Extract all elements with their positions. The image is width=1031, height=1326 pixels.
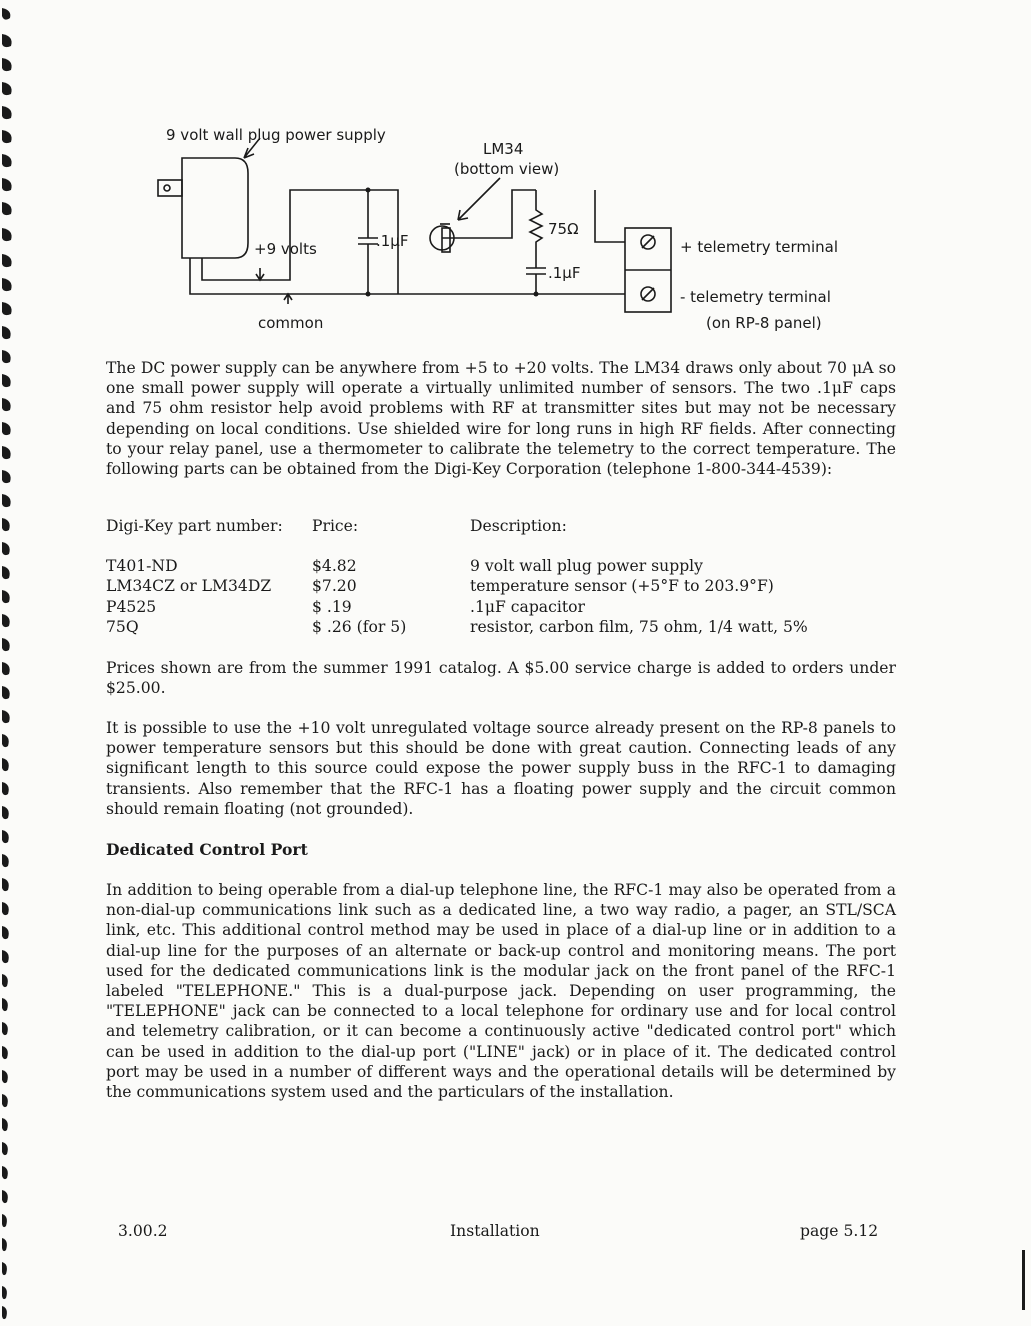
cell-price: $ .26 (for 5) [312, 617, 407, 636]
label-plus-terminal: + telemetry terminal [680, 238, 839, 256]
label-minus-terminal: - telemetry terminal [680, 288, 831, 306]
table-header [106, 516, 896, 536]
label-cap2: .1μF [548, 264, 581, 282]
cell-price: $ .19 [312, 597, 352, 616]
paragraph-dedicated-port: In addition to being operable from a dial-up telephone line, the RFC-1 may also be operated from a non-dial-up communications link such as a dedicated line, a two way radio, a pager, an STL/SCA link, etc. This additional control method may be used in place of a dial-up line or in addition to a dial-up line for the purposes of an alternate or back-up control and monitoring means. The port used for the dedicated communications link is the modular jack on the front panel of the RFC-1 labeled "TELEPHONE." This is a dual-purpose jack. Depending on user programming, the "TELEPHONE" jack can be connected to a local telephone for ordinary use and for local control and telemetry calibration, or it can become a continuously active "dedicated control port" which can be used in addition to the dial-up port ("LINE" jack) or in place of it. The dedicated control port may be used in a number of different ways and the operational details will be determined by the communications system used and the particulars of the installation. [106, 881, 896, 1102]
footer-version: 3.00.2 [118, 1222, 168, 1240]
power-supply-body [182, 158, 248, 258]
paragraph-prices: Prices shown are from the summer 1991 catalog. A $5.00 service charge is added to orders under $25.00. [106, 659, 896, 698]
parts-table [106, 516, 896, 637]
section-heading: Dedicated Control Port [106, 840, 308, 859]
cell-part: P4525 [106, 597, 157, 616]
cell-description: resistor, carbon film, 75 ohm, 1/4 watt, 5% [470, 617, 808, 636]
cell-description: .1μF capacitor [470, 597, 585, 616]
footer-section: Installation [450, 1222, 540, 1240]
paragraph-caution: It is possible to use the +10 volt unregulated voltage source already present on the RP-8 panels to power temperature sensors but this should be done with great caution. Connecting leads of any significant length to this source could expose the power supply buss in the RFC-1 to damaging transients. Also remember that the RFC-1 has a floating power supply and the circuit common should remain floating (not grounded). [106, 719, 896, 818]
cell-part: LM34CZ or LM34DZ [106, 577, 272, 596]
label-power-supply: 9 volt wall plug power supply [166, 126, 386, 144]
cell-price: $7.20 [312, 577, 357, 596]
label-cap1: .1μF [376, 232, 409, 250]
label-common: common [258, 314, 324, 332]
footer-page-number: page 5.12 [800, 1222, 879, 1240]
right-edge-mark [1022, 0, 1025, 1326]
cell-part: 75Q [106, 617, 139, 636]
label-lm34: LM34 [483, 140, 524, 158]
label-panel: (on RP-8 panel) [706, 314, 822, 332]
circuit-diagram [140, 118, 860, 338]
binder-edge [0, 0, 26, 1326]
cell-description: temperature sensor (+5°F to 203.9°F) [470, 577, 774, 596]
label-bottom-view: (bottom view) [454, 160, 560, 178]
label-plus9-volts: +9 volts [254, 240, 317, 258]
header-description: Description: [470, 517, 567, 535]
paragraph-power-supply: The DC power supply can be anywhere from +5 to +20 volts. The LM34 draws only about 70 μA so one small power supply will operate a virtually unlimited number of sensors. The two .1μF caps and 75 ohm resistor help avoid problems with RF at transmitter sites but may not be necessary depending on local conditions. Use shielded wire for long runs in high RF fields. After connecting to your relay panel, use a thermometer to calibrate the telemetry to the correct temperature. The following parts can be obtained from the Digi-Key Corporation (telephone 1-800-344-4539): [106, 359, 896, 479]
table-row [106, 597, 896, 617]
table-row [106, 576, 896, 596]
table-row [106, 556, 896, 576]
cell-description: 9 volt wall plug power supply [470, 557, 703, 576]
label-resistor: 75Ω [548, 220, 579, 238]
cell-part: T401-ND [106, 557, 178, 576]
table-row [106, 617, 896, 637]
header-price: Price: [312, 517, 359, 535]
header-part-number: Digi-Key part number: [106, 517, 283, 535]
cell-price: $4.82 [312, 557, 357, 576]
